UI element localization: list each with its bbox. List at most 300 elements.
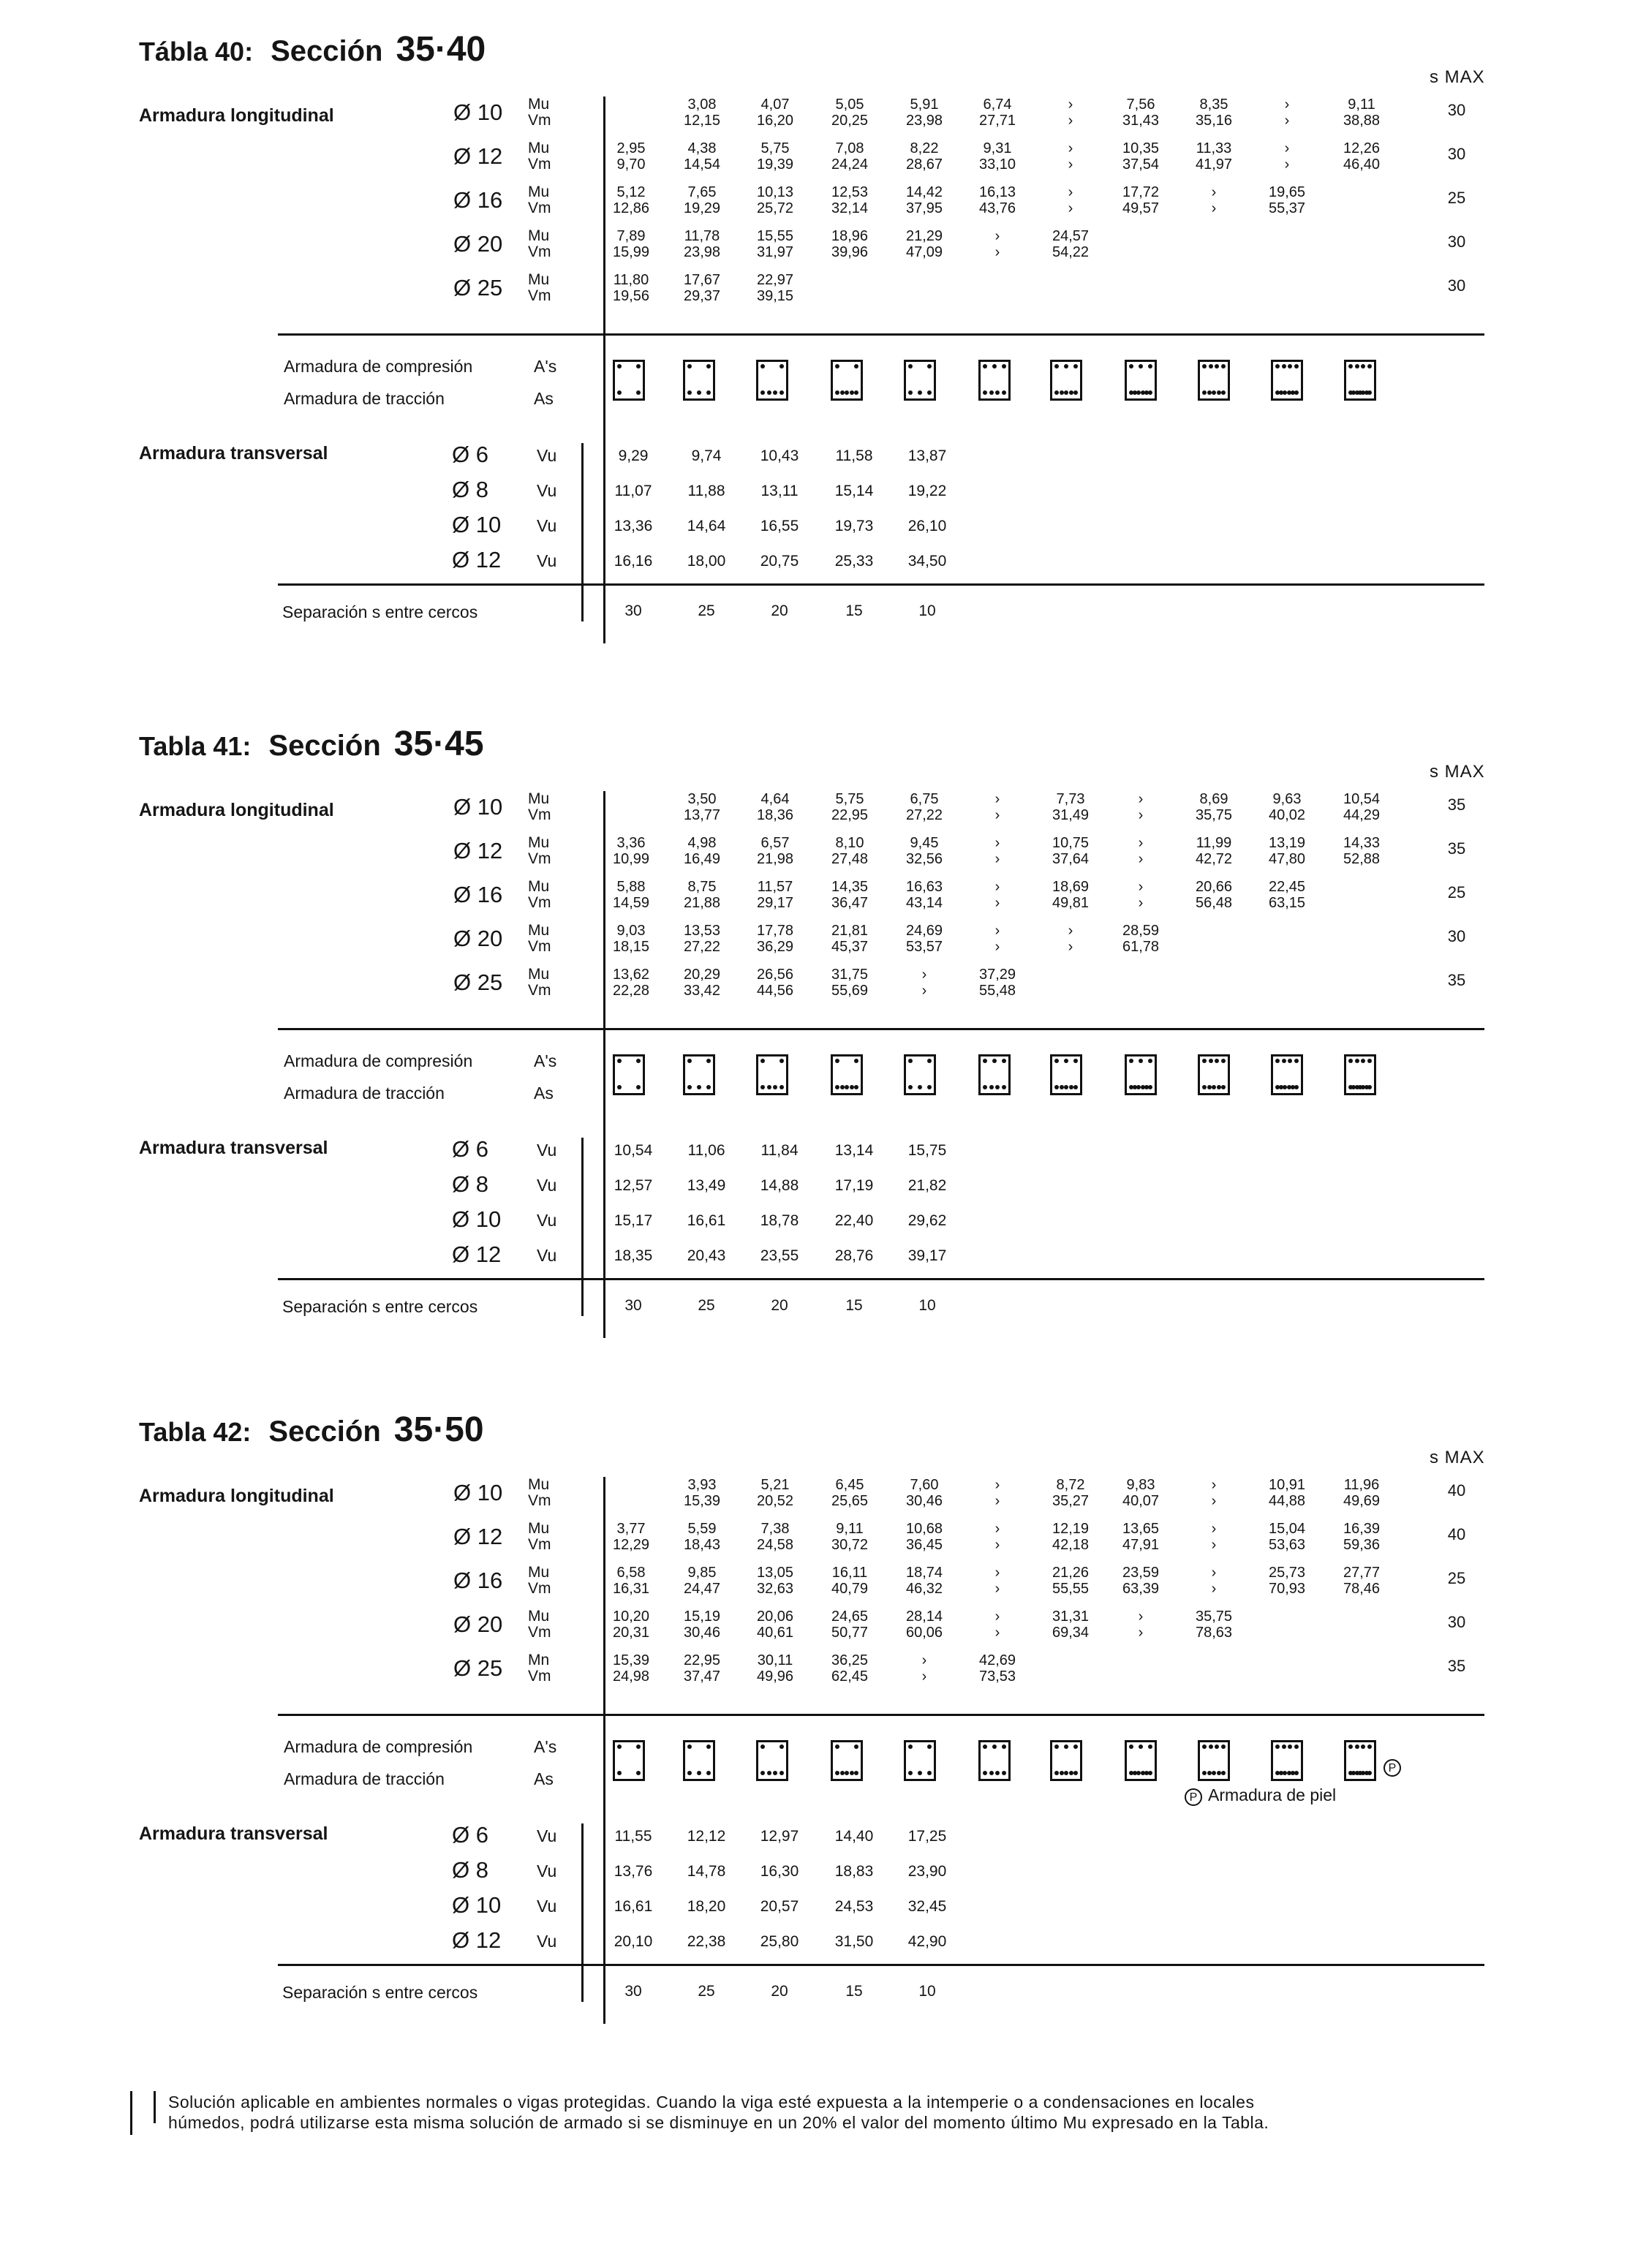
rebar-dot [1348, 1745, 1353, 1749]
mu-value: 5,59 [687, 1521, 717, 1537]
vu-value: 13,76 [614, 1863, 653, 1880]
vm-value: 12,29 [612, 1537, 650, 1553]
moment-shear-cell [822, 228, 877, 260]
vm-value: 50,77 [831, 1625, 869, 1641]
rebar-dot [835, 1059, 839, 1063]
mu-value: › [994, 228, 1000, 244]
mu-value: 11,33 [1196, 140, 1232, 156]
vm-symbol: Vm [528, 806, 551, 823]
vm-value: 22,28 [612, 983, 650, 999]
vu-value: 20,43 [687, 1247, 726, 1264]
footnote-line-1: Solución aplicable en ambientes normales o vigas protegidas. Cuando la viga esté expuesta a la intemperie o a condensaciones en locales [168, 2093, 1255, 2112]
vm-value: 55,69 [831, 983, 869, 999]
moment-shear-cell [822, 97, 877, 129]
rebar-dot [927, 1085, 932, 1089]
vu-value: 18,78 [760, 1212, 799, 1229]
rebar-dot [1129, 1059, 1133, 1063]
s-max-header: s MAX [1430, 762, 1485, 782]
mu-value: 19,65 [1268, 184, 1306, 200]
mu-value: 7,65 [687, 184, 717, 200]
moment-shear-symbols [528, 1652, 551, 1685]
vm-value: 25,72 [756, 200, 794, 216]
mu-value: 3,77 [616, 1521, 646, 1537]
vm-value: › [1211, 200, 1217, 216]
mu-value: 6,74 [983, 97, 1012, 113]
vm-value: › [1068, 113, 1073, 129]
moment-shear-cell [674, 140, 730, 173]
moment-shear-cell [674, 1652, 730, 1685]
traction-label: Armadura de tracción [284, 1769, 445, 1788]
rebar-dot [767, 390, 771, 395]
mu-value: 16,11 [831, 1565, 868, 1581]
rebar-dot [1148, 390, 1152, 395]
spacing-value: 30 [624, 1297, 642, 1314]
mu-value: 20,29 [683, 967, 721, 983]
mu-value: 4,38 [687, 140, 717, 156]
moment-shear-cell [822, 1565, 877, 1597]
vu-value: 20,10 [614, 1933, 653, 1950]
rebar-dot [1202, 390, 1207, 395]
mu-value: 8,69 [1199, 791, 1228, 807]
moment-shear-cell [896, 1565, 952, 1597]
vm-symbol: Vm [528, 1492, 551, 1509]
mu-value: 20,66 [1195, 879, 1233, 895]
vm-value: 40,61 [756, 1625, 794, 1641]
mu-value: 10,20 [612, 1609, 650, 1625]
moment-shear-cell [1043, 228, 1098, 260]
rebar-dot [1129, 364, 1133, 368]
vm-value: › [994, 244, 1000, 260]
table-title [139, 1410, 484, 1450]
moment-shear-cell [822, 967, 877, 999]
spacing-value: 25 [698, 1983, 715, 2000]
rebar-dot [1054, 1085, 1059, 1089]
vm-value: 36,29 [756, 939, 794, 955]
vu-value: 11,88 [687, 483, 725, 499]
vm-value: 9,70 [616, 156, 646, 173]
rebar-dot [1054, 1745, 1059, 1749]
section-label: Sección [271, 35, 383, 67]
vm-value: 20,52 [756, 1493, 794, 1509]
moment-shear-cell [674, 1609, 730, 1641]
traction-label: Armadura de tracción [284, 389, 445, 408]
mu-value: 42,69 [978, 1652, 1016, 1668]
vm-value: 44,56 [756, 983, 794, 999]
vu-value: 13,36 [614, 518, 653, 534]
vm-value: 44,29 [1343, 807, 1381, 823]
mu-value: 8,72 [1056, 1477, 1085, 1493]
s-max-value: 35 [1447, 971, 1466, 989]
stirrup-diameter-label: Ø 10 [452, 1892, 502, 1918]
moment-shear-cell [1113, 1565, 1169, 1597]
vu-value: 13,14 [834, 1142, 874, 1159]
mu-value: 4,64 [760, 791, 790, 807]
vm-value: 24,47 [683, 1581, 721, 1597]
mu-value: › [1211, 1477, 1217, 1493]
mu-value: › [921, 1652, 927, 1668]
moment-shear-cell [970, 184, 1025, 216]
vm-value: 22,95 [831, 807, 869, 823]
vu-symbol: Vu [537, 1932, 557, 1951]
mu-value: 9,03 [616, 923, 646, 939]
moment-shear-cell [674, 1477, 730, 1509]
vm-value: 24,58 [756, 1537, 794, 1553]
vm-value: 25,65 [831, 1493, 869, 1509]
moment-shear-cell [970, 791, 1025, 823]
mu-value: 16,13 [978, 184, 1016, 200]
mu-value: 4,98 [687, 835, 717, 851]
moment-shear-cell [747, 1609, 803, 1641]
rebar-dot [1209, 1745, 1213, 1749]
footnote-line-2: húmedos, podrá utilizarse esta misma solución de armado si se disminuye en un 20% el valor del momento último Mu expresado en la Tabla. [168, 2113, 1269, 2132]
vm-value: 12,15 [683, 113, 721, 129]
skin-symbol: P [1185, 1788, 1202, 1806]
mu-value: 9,63 [1272, 791, 1302, 807]
s-max-header: s MAX [1430, 67, 1485, 87]
rebar-dot [779, 1059, 784, 1063]
moment-shear-cell [822, 835, 877, 867]
rebar-dot [918, 1085, 922, 1089]
footnote-bar [154, 2091, 156, 2123]
vu-symbol: Vu [537, 1897, 557, 1916]
mu-value: 9,83 [1126, 1477, 1155, 1493]
moment-shear-cell [896, 967, 952, 999]
mu-value: 10,35 [1122, 140, 1160, 156]
section-dimensions: 35·45 [393, 725, 484, 763]
rebar-dot [983, 1771, 987, 1775]
moment-shear-cell [970, 97, 1025, 129]
mu-value: 15,39 [612, 1652, 650, 1668]
rebar-dot [1348, 364, 1353, 368]
rebar-dot [1139, 364, 1143, 368]
vu-value: 10,54 [614, 1142, 653, 1159]
vm-symbol: Vm [528, 1580, 551, 1597]
vm-value: › [994, 1625, 1000, 1641]
mu-value: 3,93 [687, 1477, 717, 1493]
vu-value: 22,38 [687, 1933, 726, 1950]
moment-shear-cell [896, 228, 952, 260]
rebar-dot [850, 1085, 854, 1089]
rebar-dot [706, 390, 711, 395]
mu-value: 13,19 [1268, 835, 1306, 851]
rebar-dot [1002, 1085, 1006, 1089]
mu-value: 31,75 [831, 967, 869, 983]
rebar-dot [687, 1085, 692, 1089]
vm-value: › [1138, 851, 1144, 867]
vu-value: 12,97 [760, 1828, 799, 1845]
moment-shear-cell [747, 272, 803, 304]
vu-symbol: Vu [537, 1826, 557, 1845]
mu-value: 5,12 [616, 184, 646, 200]
vu-value: 16,16 [614, 553, 653, 570]
rebar-dot [1002, 390, 1006, 395]
vu-value: 13,11 [760, 483, 799, 499]
moment-shear-symbols [528, 791, 551, 823]
rebar-dot [908, 390, 913, 395]
mu-value: 3,36 [616, 835, 646, 851]
moment-shear-cell [1186, 140, 1242, 173]
compression-symbol: A's [534, 1737, 557, 1756]
moment-shear-cell [603, 923, 659, 955]
vm-value: 24,24 [831, 156, 869, 173]
compression-label: Armadura de compresión [284, 357, 473, 376]
vm-value: › [994, 1581, 1000, 1597]
moment-shear-cell [970, 228, 1025, 260]
moment-shear-cell [896, 835, 952, 867]
mu-value: › [994, 1521, 1000, 1537]
rebar-dot [1064, 364, 1068, 368]
vu-symbol: Vu [537, 1141, 557, 1160]
vu-value: 11,55 [614, 1828, 652, 1845]
vu-value: 18,35 [614, 1247, 653, 1264]
rebar-dot [1217, 1771, 1221, 1775]
moment-shear-cell [747, 1521, 803, 1553]
rebar-dot [1207, 1771, 1212, 1775]
moment-shear-cell [1113, 140, 1169, 173]
spacing-value: 30 [624, 1983, 642, 2000]
rebar-dot [1275, 1059, 1280, 1063]
rebar-dot [835, 364, 839, 368]
mu-value: 6,45 [835, 1477, 864, 1493]
vm-value: › [1068, 200, 1073, 216]
mu-value: 20,06 [756, 1609, 794, 1625]
mu-value: 31,31 [1052, 1609, 1090, 1625]
rebar-dot [854, 1745, 858, 1749]
vm-value: 35,27 [1052, 1493, 1090, 1509]
rebar-dot [1367, 390, 1372, 395]
moment-shear-cell [747, 1477, 803, 1509]
moment-shear-cell [896, 1609, 952, 1641]
moment-shear-cell [970, 140, 1025, 173]
vm-value: 14,54 [683, 156, 721, 173]
vu-value: 19,22 [907, 483, 947, 499]
mu-value: › [1068, 140, 1073, 156]
stirrup-diameter-label: Ø 12 [452, 1927, 502, 1953]
rebar-dot [1221, 390, 1226, 395]
mu-value: 22,97 [756, 272, 794, 288]
vm-value: 55,48 [978, 983, 1016, 999]
moment-shear-cell [1043, 1477, 1098, 1509]
vu-symbol: Vu [537, 516, 557, 535]
moment-shear-cell [896, 791, 952, 823]
vu-value: 25,33 [834, 553, 874, 570]
rebar-dot [636, 1059, 641, 1063]
vu-symbol: Vu [537, 551, 557, 570]
vm-value: 23,98 [683, 244, 721, 260]
vm-value: 29,17 [756, 895, 794, 911]
vu-value: 32,45 [907, 1898, 947, 1915]
s-max-value: 30 [1447, 233, 1466, 251]
spacing-label: Separación s entre cercos [282, 1297, 478, 1316]
vm-value: 46,40 [1343, 156, 1381, 173]
moment-shear-cell [674, 791, 730, 823]
rebar-dot [1294, 364, 1299, 368]
rebar-dot [760, 1771, 765, 1775]
rebar-dot [636, 390, 641, 395]
mu-value: 10,75 [1052, 835, 1090, 851]
rebar-dot [760, 1745, 765, 1749]
vm-value: 61,78 [1122, 939, 1160, 955]
mu-value: 25,73 [1268, 1565, 1306, 1581]
moment-shear-cell [747, 228, 803, 260]
rebar-dot [854, 1771, 858, 1775]
bar-diameter-label: Ø 20 [453, 231, 503, 257]
mu-value: 13,62 [612, 967, 650, 983]
rebar-dot [617, 1745, 622, 1749]
vm-symbol: Vm [528, 1668, 551, 1685]
rebar-dot [908, 1745, 913, 1749]
vu-value: 18,00 [687, 553, 726, 570]
vm-value: › [1284, 156, 1290, 173]
rebar-dot [1367, 1771, 1372, 1775]
moment-shear-cell [1043, 97, 1098, 129]
moment-shear-symbols [528, 967, 551, 999]
moment-shear-cell [747, 1565, 803, 1597]
rebar-dot [1282, 364, 1286, 368]
vu-symbol: Vu [537, 481, 557, 500]
skin-reinforcement-mark: P [1383, 1759, 1401, 1777]
vm-value: 36,45 [905, 1537, 943, 1553]
mu-value: 9,85 [687, 1565, 717, 1581]
mu-value: 8,35 [1199, 97, 1228, 113]
moment-shear-cell [896, 1477, 952, 1509]
bar-diameter-label: Ø 16 [453, 187, 503, 213]
moment-shear-symbols [528, 228, 551, 260]
mu-value: 24,69 [905, 923, 943, 939]
rebar-dot [779, 1771, 784, 1775]
moment-shear-cell [822, 923, 877, 955]
rebar-dot [617, 1085, 622, 1089]
rebar-dot [1212, 1085, 1216, 1089]
mu-value: 16,39 [1343, 1521, 1381, 1537]
vm-value: 10,99 [612, 851, 650, 867]
mu-value: › [1138, 879, 1144, 895]
rebar-dot [1060, 390, 1064, 395]
mu-value: 24,65 [831, 1609, 869, 1625]
moment-shear-cell [970, 1609, 1025, 1641]
moment-shear-cell [747, 923, 803, 955]
mu-value: 17,78 [756, 923, 794, 939]
rebar-dot [908, 1085, 913, 1089]
stirrup-diameter-label: Ø 8 [452, 1171, 488, 1197]
s-max-value: 35 [1447, 839, 1466, 858]
moment-shear-cell [896, 97, 952, 129]
rebar-dot [850, 390, 854, 395]
rebar-dot [845, 1771, 849, 1775]
moment-shear-symbols [528, 1609, 551, 1641]
vm-value: 78,63 [1195, 1625, 1233, 1641]
moment-shear-cell [896, 1521, 952, 1553]
mu-symbol: Mu [528, 1608, 550, 1625]
moment-shear-cell [747, 791, 803, 823]
rebar-dot [1064, 1059, 1068, 1063]
vm-value: › [1284, 113, 1290, 129]
mu-value: 8,75 [687, 879, 717, 895]
rebar-dot [1202, 1771, 1207, 1775]
rebar-dot [1064, 1085, 1068, 1089]
vu-value: 11,58 [835, 447, 873, 464]
mu-symbol: Mu [528, 1476, 550, 1493]
mu-value: › [1068, 184, 1073, 200]
vm-value: 20,31 [612, 1625, 650, 1641]
rebar-dot [1002, 1059, 1006, 1063]
moment-shear-cell [1259, 835, 1315, 867]
mu-symbol: Mu [528, 790, 550, 807]
moment-shear-cell [1186, 791, 1242, 823]
rebar-dot [1355, 1059, 1359, 1063]
rebar-dot [1148, 1085, 1152, 1089]
moment-shear-cell [970, 1521, 1025, 1553]
vu-value: 24,53 [834, 1898, 874, 1915]
vm-symbol: Vm [528, 982, 551, 999]
moment-shear-symbols [528, 923, 551, 955]
rebar-dot [636, 364, 641, 368]
vm-symbol: Vm [528, 200, 551, 216]
moment-shear-cell [674, 272, 730, 304]
mu-value: 5,75 [835, 791, 864, 807]
vm-value: 30,46 [905, 1493, 943, 1509]
moment-shear-cell [822, 1477, 877, 1509]
mu-value: 22,95 [683, 1652, 721, 1668]
vm-value: 49,96 [756, 1668, 794, 1685]
group-transversal-label: Armadura transversal [139, 1823, 328, 1844]
rebar-dot [1207, 1085, 1212, 1089]
s-max-value: 35 [1447, 1657, 1466, 1675]
rebar-dot [636, 1085, 641, 1089]
moment-shear-cell [1043, 923, 1098, 955]
moment-shear-cell [970, 1565, 1025, 1597]
vm-value: › [921, 983, 927, 999]
moment-shear-symbols [528, 835, 551, 867]
vu-value: 21,82 [907, 1177, 947, 1194]
rebar-dot [1209, 1059, 1213, 1063]
moment-shear-cell [896, 184, 952, 216]
mu-value: 10,13 [756, 184, 794, 200]
s-max-value: 30 [1447, 276, 1466, 295]
moment-shear-cell [1334, 1521, 1389, 1553]
moment-shear-cell [822, 184, 877, 216]
rebar-dot [1221, 1771, 1226, 1775]
vu-value: 20,75 [760, 553, 799, 570]
moment-shear-cell [822, 879, 877, 911]
vm-value: 31,43 [1122, 113, 1160, 129]
mu-value: 14,35 [831, 879, 869, 895]
moment-shear-symbols [528, 140, 551, 173]
vm-value: 53,63 [1268, 1537, 1306, 1553]
mu-value: 11,99 [1196, 835, 1232, 851]
rebar-dot [687, 1771, 692, 1775]
stirrup-diameter-label: Ø 6 [452, 1136, 488, 1162]
mu-value: 28,14 [905, 1609, 943, 1625]
vu-value: 9,74 [691, 447, 722, 464]
rebar-dot [840, 1771, 845, 1775]
rebar-dot [1294, 1745, 1299, 1749]
rebar-dot [927, 364, 932, 368]
separator-line [278, 1714, 1484, 1716]
transverse-divider-vertical [581, 1823, 584, 2002]
mu-value: 8,22 [910, 140, 939, 156]
rebar-dot [706, 364, 711, 368]
rebar-dot [767, 1771, 771, 1775]
group-transversal-label: Armadura transversal [139, 443, 328, 464]
mu-value: 13,65 [1122, 1521, 1160, 1537]
table-label: Tabla 41: [139, 731, 252, 761]
bar-diameter-label: Ø 10 [453, 1480, 503, 1505]
vm-value: 33,42 [683, 983, 721, 999]
mu-value: 35,75 [1195, 1609, 1233, 1625]
stirrup-diameter-label: Ø 10 [452, 512, 502, 537]
rebar-dot [617, 1771, 622, 1775]
